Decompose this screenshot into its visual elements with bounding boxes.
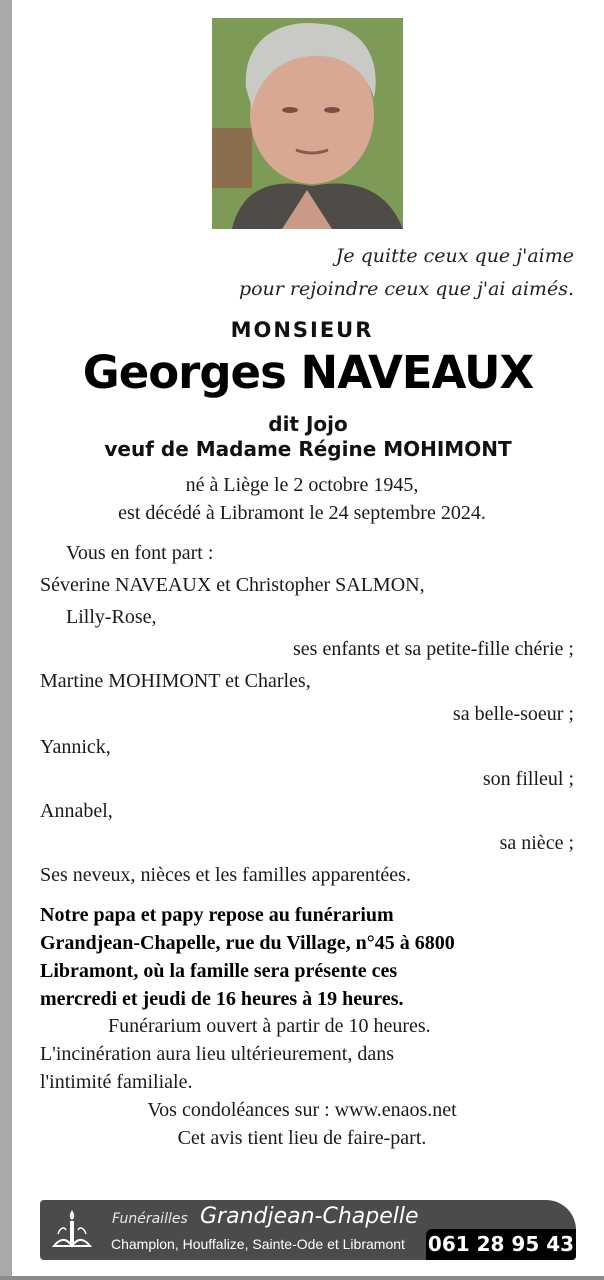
family-line: Lilly-Rose, xyxy=(66,606,157,628)
opening-hours: Funérarium ouvert à partir de 10 heures. xyxy=(108,1015,431,1037)
relation-line: sa nièce ; xyxy=(499,832,574,854)
nickname: dit Jojo xyxy=(268,412,348,436)
condolences-line: Vos condoléances sur : www.enaos.net xyxy=(147,1099,457,1121)
epigraph-quote xyxy=(174,240,574,306)
funeral-notice-line: mercredi et jeudi de 16 heures à 19 heures. xyxy=(40,988,404,1010)
widower-line: veuf de Madame Régine MOHIMONT xyxy=(104,437,512,461)
funeral-home-banner xyxy=(40,1200,576,1260)
cremation-line: l'intimité familiale. xyxy=(40,1071,193,1093)
branch-locations: Champlon, Houffalize, Sainte-Ode et Libramont xyxy=(111,1236,405,1252)
family-line: Yannick, xyxy=(40,736,111,758)
family-line: Ses neveux, nièces et les familles apparentées. xyxy=(40,864,411,886)
relation-line: sa belle-soeur ; xyxy=(452,703,574,725)
candle-logo-icon xyxy=(48,1206,96,1254)
announcement-intro: Vous en font part : xyxy=(66,542,214,564)
left-edge-strip xyxy=(0,0,12,1280)
relation-line: ses enfants et sa petite-fille chérie ; xyxy=(293,638,574,660)
funeral-notice-line: Libramont, où la famille sera présente ces xyxy=(40,960,398,982)
phone-number: 061 28 95 43 xyxy=(426,1229,576,1260)
family-line: Annabel, xyxy=(40,800,113,822)
death-line: est décédé à Libramont le 24 septembre 2024. xyxy=(118,502,486,524)
family-line: Martine MOHIMONT et Charles, xyxy=(40,670,311,692)
portrait-photo xyxy=(212,18,403,229)
relation-line: son filleul ; xyxy=(482,768,574,790)
cremation-line: L'incinération aura lieu ultérieurement, dans xyxy=(40,1043,395,1065)
honorific-title: MONSIEUR xyxy=(230,318,374,342)
family-line: Séverine NAVEAUX et Christopher SALMON, xyxy=(40,574,425,596)
funeral-notice-line: Notre papa et papy repose au funérarium xyxy=(40,904,394,926)
quote-line-1: Je quitte ceux que j'aime xyxy=(335,245,574,267)
closing-line: Cet avis tient lieu de faire-part. xyxy=(177,1127,427,1149)
quote-line-2: pour rejoindre ceux que j'ai aimés. xyxy=(238,278,574,300)
brand-prefix: Funérailles xyxy=(112,1211,188,1227)
bottom-edge-strip xyxy=(0,1276,604,1280)
funeral-notice-line: Grandjean-Chapelle, rue du Village, n°45 à 6800 xyxy=(40,932,455,954)
brand-name: Grandjean-Chapelle xyxy=(200,1204,419,1229)
birth-line: né à Liège le 2 octobre 1945, xyxy=(185,474,419,496)
deceased-name: Georges NAVEAUX xyxy=(82,346,534,399)
